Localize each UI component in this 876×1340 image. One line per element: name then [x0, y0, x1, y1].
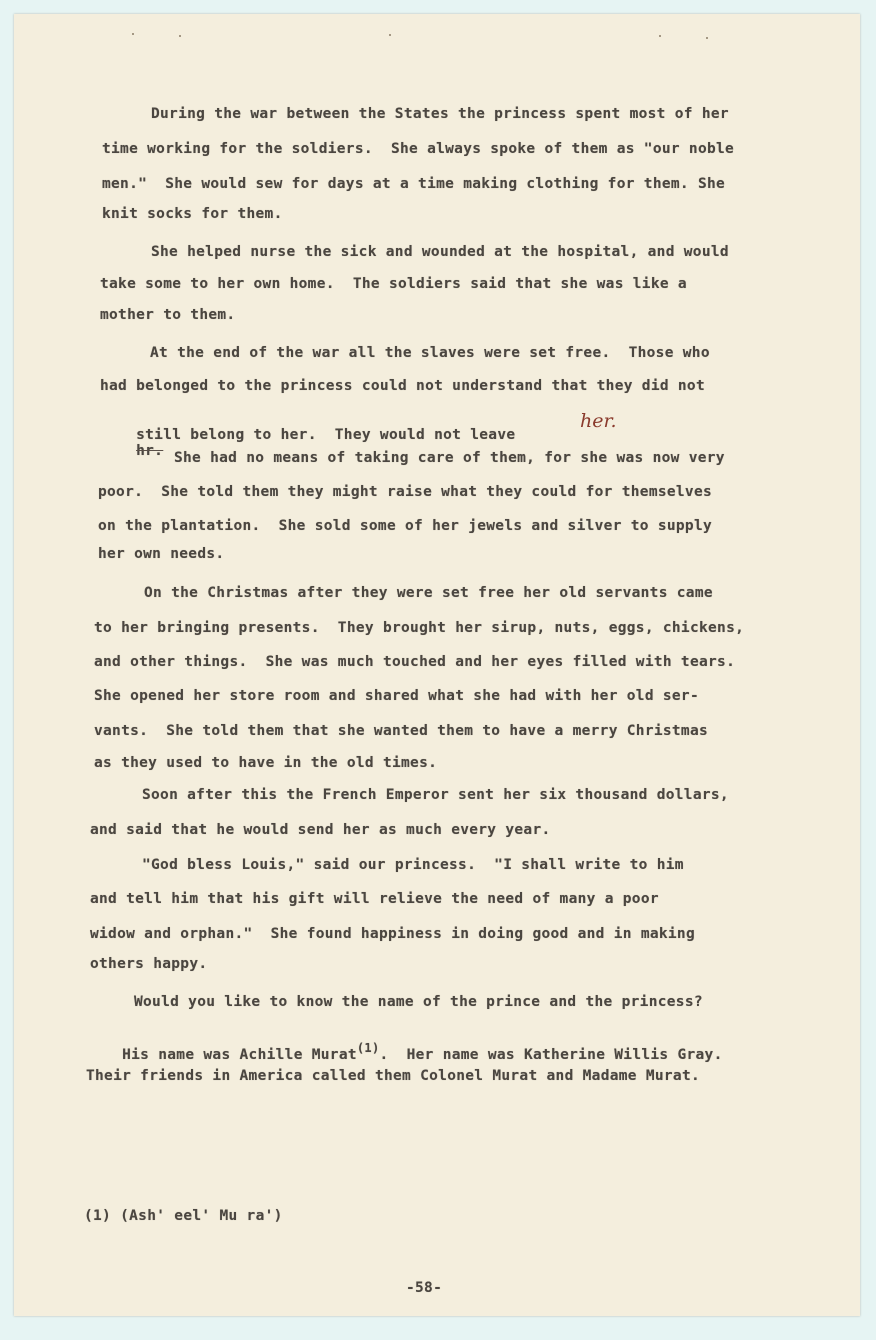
text-line: She helped nurse the sick and wounded at the hospital, and would [151, 244, 729, 260]
text-line: poor. She told them they might raise what they could for themselves [98, 484, 713, 500]
paper-speck [706, 37, 708, 39]
text-line: On the Christmas after they were set free her old servants came [144, 585, 713, 601]
text-line: on the plantation. She sold some of her jewels and silver to supply [98, 518, 713, 534]
text-line: vants. She told them that she wanted them to have a merry Christmas [94, 723, 709, 739]
paper-speck [132, 33, 134, 35]
text-line: and other things. She was much touched and her eyes filled with tears. [94, 654, 736, 670]
text-line: to her bringing presents. They brought her sirup, nuts, eggs, chickens, [94, 620, 745, 636]
paper-speck [179, 35, 181, 37]
text-line: During the war between the States the princess spent most of her [151, 106, 729, 122]
text-line: as they used to have in the old times. [94, 755, 438, 771]
text-line: At the end of the war all the slaves were set free. Those who [150, 345, 710, 361]
text-line: Would you like to know the name of the prince and the princess? [134, 994, 703, 1010]
text-line-content: . Her name was Katherine Willis Gray. [379, 1047, 723, 1063]
text-line: others happy. [90, 956, 208, 972]
text-line: men." She would sew for days at a time making clothing for them. She [102, 176, 726, 192]
page-number: -58- [406, 1280, 443, 1296]
footnote-reference: (1) [356, 1041, 380, 1055]
paper-speck [659, 35, 661, 37]
footnote: (1) (Ash' eel' Mu ra') [84, 1208, 283, 1224]
text-line: Their friends in America called them Colonel Murat and Madame Murat. [86, 1068, 701, 1084]
paper-speck [389, 34, 391, 36]
text-line: and said that he would send her as much every year. [90, 822, 551, 838]
text-line: "God bless Louis," said our princess. "I shall write to him [142, 857, 684, 873]
text-line: Soon after this the French Emperor sent her six thousand dollars, [142, 787, 729, 803]
text-line: and tell him that his gift will relieve the need of many a poor [90, 891, 659, 907]
text-line: widow and orphan." She found happiness in doing good and in making [90, 926, 695, 942]
text-line: She opened her store room and shared what she had with her old ser- [94, 688, 699, 704]
handwritten-correction: her. [580, 410, 617, 432]
text-line: knit socks for them. [102, 206, 283, 222]
text-line: had belonged to the princess could not understand that they did not [100, 378, 705, 394]
text-line: take some to her own home. The soldiers said that she was like a [100, 276, 687, 292]
text-line: She had no means of taking care of them, for she was now very [174, 450, 725, 466]
text-line: mother to them. [100, 307, 236, 323]
document-page [14, 14, 860, 1316]
text-line: her own needs. [98, 546, 225, 562]
text-line: time working for the soldiers. She always spoke of them as "our noble [102, 141, 735, 157]
text-line-content: His name was Achille Murat [122, 1047, 357, 1063]
struck-word: hr. [136, 443, 164, 459]
text-line-content: still belong to her. They would not leave [136, 427, 516, 443]
